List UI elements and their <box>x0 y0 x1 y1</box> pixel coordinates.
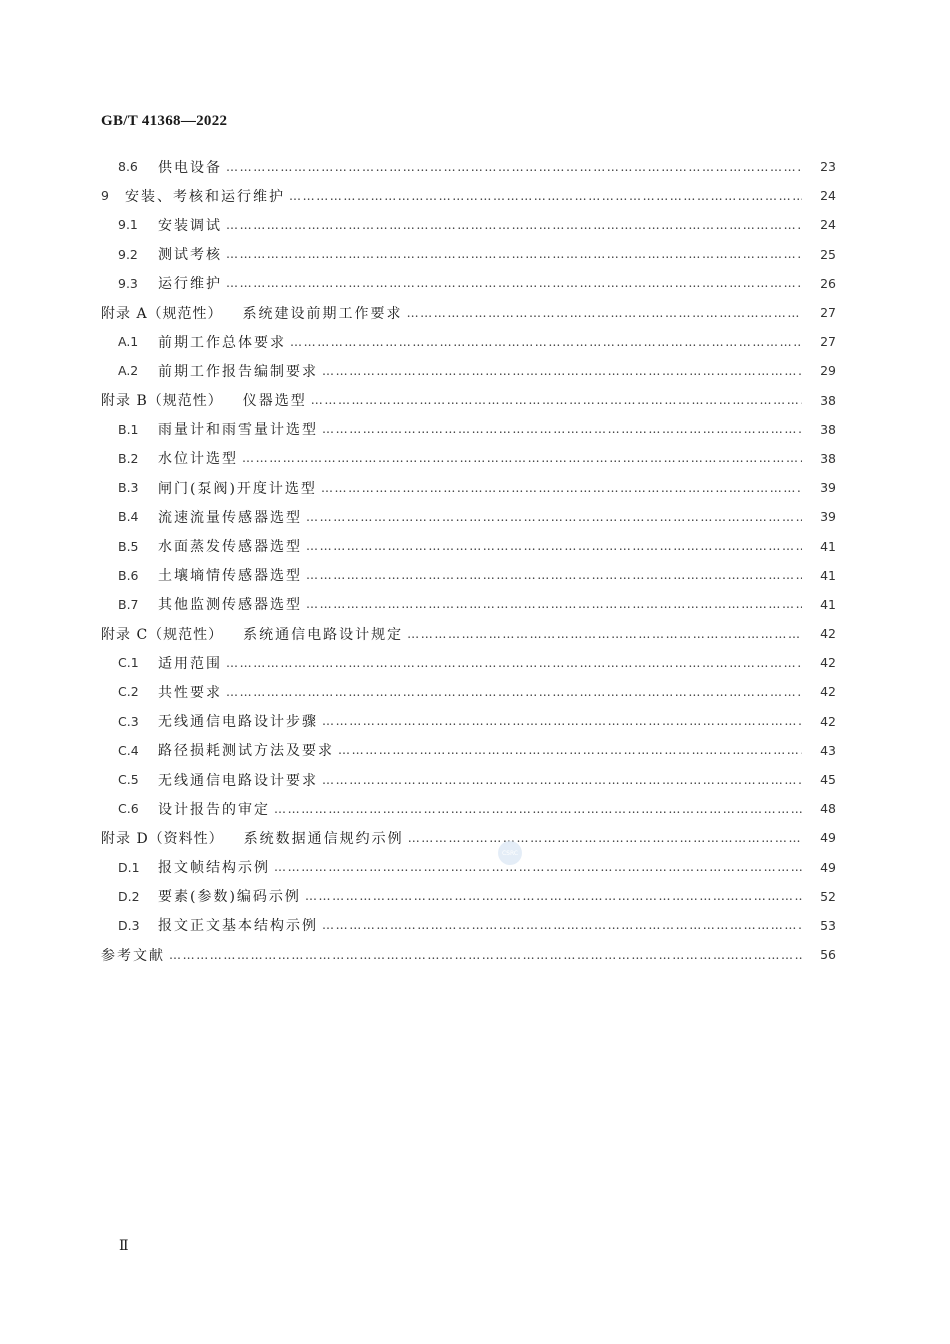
page-number: Ⅱ <box>119 1239 129 1254</box>
toc-entry-number: D.2 <box>118 888 140 904</box>
toc-entry-page: 38 <box>820 450 836 466</box>
toc-entry-number: 9.1 <box>118 217 138 233</box>
dot-leader <box>321 481 802 495</box>
dot-leader <box>306 539 802 553</box>
toc-entry-number: B.7 <box>118 596 139 612</box>
dot-leader <box>407 306 802 320</box>
toc-entry[interactable] <box>0 677 950 706</box>
toc-entry[interactable] <box>0 707 950 736</box>
dot-leader <box>311 393 802 407</box>
toc-entry[interactable] <box>0 794 950 823</box>
toc-entry-title: 前期工作总体要求 <box>158 334 286 351</box>
toc-entry[interactable] <box>0 473 950 502</box>
dot-leader <box>169 948 802 962</box>
toc-entry-page: 29 <box>820 363 836 379</box>
toc-entry[interactable] <box>0 911 950 940</box>
dot-leader <box>322 773 802 787</box>
toc-entry-number: 附录 B（规范性） <box>101 393 223 410</box>
dot-leader <box>226 247 802 261</box>
dot-leader <box>322 714 802 728</box>
toc-entry-number: 附录 C（规范性） <box>101 626 224 643</box>
toc-entry[interactable] <box>0 269 950 298</box>
toc-entry-page: 27 <box>820 334 836 350</box>
dot-leader <box>274 860 802 874</box>
toc-entry-number: C.5 <box>118 772 139 788</box>
toc-entry[interactable] <box>0 356 950 385</box>
toc-entry-page: 25 <box>820 246 836 262</box>
toc-entry-number: A.1 <box>118 334 139 350</box>
toc-entry-number: B.6 <box>118 567 139 583</box>
toc-entry[interactable] <box>0 940 950 969</box>
toc-entry-title: 无线通信电路设计要求 <box>158 772 318 789</box>
table-of-contents <box>0 152 950 969</box>
dot-leader <box>290 335 802 349</box>
toc-entry-page: 41 <box>820 596 836 612</box>
toc-entry-title: 供电设备 <box>158 159 222 176</box>
toc-entry-number: A.2 <box>118 363 139 379</box>
toc-entry[interactable] <box>0 882 950 911</box>
toc-entry-number: B.1 <box>118 421 139 437</box>
toc-entry-title: 报文帧结构示例 <box>158 860 270 877</box>
dot-leader <box>226 276 802 290</box>
dot-leader <box>408 831 802 845</box>
dot-leader <box>242 451 802 465</box>
toc-entry-number: 附录 D（资料性） <box>101 830 224 847</box>
toc-entry-page: 42 <box>820 684 836 700</box>
standard-code: GB/T 41368—2022 <box>101 113 228 129</box>
toc-entry-title: 路径损耗测试方法及要求 <box>158 743 334 760</box>
toc-entry[interactable] <box>0 736 950 765</box>
toc-entry-title: 要素(参数)编码示例 <box>158 889 301 906</box>
toc-entry-title: 土壤墒情传感器选型 <box>158 568 302 585</box>
toc-entry-title: 系统通信电路设计规定 <box>243 626 404 643</box>
toc-entry-page: 26 <box>820 275 836 291</box>
toc-entry-title: 闸门(泵阀)开度计选型 <box>158 480 317 497</box>
toc-entry-number: D.1 <box>118 859 140 875</box>
dot-leader <box>226 685 802 699</box>
dot-leader <box>274 802 802 816</box>
toc-entry[interactable] <box>0 853 950 882</box>
toc-entry-title: 系统建设前期工作要求 <box>242 305 403 322</box>
toc-entry[interactable] <box>0 648 950 677</box>
toc-entry-number: C.2 <box>118 684 139 700</box>
toc-entry[interactable] <box>0 240 950 269</box>
toc-entry[interactable] <box>0 590 950 619</box>
toc-entry-page: 38 <box>820 421 836 437</box>
toc-entry-number: B.5 <box>118 538 139 554</box>
toc-entry-page: 27 <box>820 305 836 321</box>
toc-entry-page: 49 <box>820 859 836 875</box>
toc-entry-title: 适用范围 <box>158 655 222 672</box>
toc-entry-title: 其他监测传感器选型 <box>158 597 302 614</box>
toc-entry-page: 48 <box>820 801 836 817</box>
toc-entry-title: 系统数据通信规约示例 <box>243 830 404 847</box>
toc-entry-page: 43 <box>820 742 836 758</box>
toc-entry[interactable] <box>0 531 950 560</box>
toc-entry[interactable] <box>0 415 950 444</box>
toc-entry-title: 运行维护 <box>158 276 222 293</box>
toc-entry-title: 安装调试 <box>158 217 222 234</box>
toc-entry-number: 9.3 <box>118 275 138 291</box>
toc-entry-number: B.3 <box>118 480 139 496</box>
toc-entry-page: 45 <box>820 772 836 788</box>
toc-entry-number: C.1 <box>118 655 139 671</box>
toc-entry-number: D.3 <box>118 917 140 933</box>
toc-entry-page: 41 <box>820 567 836 583</box>
toc-entry-number: 9 <box>101 188 109 204</box>
toc-entry[interactable] <box>0 181 950 210</box>
toc-entry-page: 42 <box>820 626 836 642</box>
toc-entry-title: 安装、考核和运行维护 <box>125 188 285 205</box>
toc-entry-page: 49 <box>820 830 836 846</box>
toc-entry-page: 39 <box>820 480 836 496</box>
toc-entry-title: 共性要求 <box>158 684 222 701</box>
toc-entry-title: 无线通信电路设计步骤 <box>158 714 318 731</box>
watermark-logo <box>498 841 522 865</box>
toc-entry-number: 附录 A（规范性） <box>101 305 223 322</box>
toc-entry[interactable] <box>0 444 950 473</box>
dot-leader <box>305 889 802 903</box>
dot-leader <box>306 510 802 524</box>
toc-entry-title: 水面蒸发传感器选型 <box>158 539 302 556</box>
toc-entry[interactable] <box>0 765 950 794</box>
toc-entry-page: 41 <box>820 538 836 554</box>
toc-entry-page: 39 <box>820 509 836 525</box>
toc-entry-page: 24 <box>820 217 836 233</box>
toc-entry[interactable] <box>0 561 950 590</box>
toc-entry-page: 52 <box>820 888 836 904</box>
toc-entry-number: 8.6 <box>118 159 138 175</box>
dot-leader <box>306 568 802 582</box>
watermark-text: CSRC <box>501 849 519 857</box>
toc-entry-page: 56 <box>820 947 836 963</box>
toc-entry-page: 53 <box>820 917 836 933</box>
toc-entry[interactable] <box>0 152 950 181</box>
toc-entry-title: 流速流量传感器选型 <box>158 509 302 526</box>
toc-entry-title: 参考文献 <box>101 947 165 964</box>
toc-entry-number: B.4 <box>118 509 139 525</box>
toc-entry-number: 9.2 <box>118 246 138 262</box>
toc-entry-page: 24 <box>820 188 836 204</box>
dot-leader <box>289 189 802 203</box>
toc-entry[interactable] <box>0 210 950 239</box>
toc-entry-number: C.4 <box>118 742 139 758</box>
toc-entry-title: 水位计选型 <box>158 451 238 468</box>
dot-leader <box>322 364 802 378</box>
toc-entry-title: 报文正文基本结构示例 <box>158 918 318 935</box>
toc-entry[interactable] <box>0 823 950 852</box>
toc-entry-title: 前期工作报告编制要求 <box>158 363 318 380</box>
toc-entry[interactable] <box>0 619 950 648</box>
toc-entry-number: C.6 <box>118 801 139 817</box>
dot-leader <box>338 743 802 757</box>
toc-entry-number: C.3 <box>118 713 139 729</box>
toc-entry[interactable] <box>0 386 950 415</box>
toc-entry-page: 38 <box>820 392 836 408</box>
dot-leader <box>306 597 802 611</box>
dot-leader <box>322 918 802 932</box>
toc-entry-page: 42 <box>820 713 836 729</box>
dot-leader <box>226 656 802 670</box>
toc-entry-title: 设计报告的审定 <box>158 801 270 818</box>
toc-entry-number: B.2 <box>118 450 139 466</box>
dot-leader <box>226 160 802 174</box>
dot-leader <box>407 627 802 641</box>
toc-entry-page: 42 <box>820 655 836 671</box>
toc-entry-title: 雨量计和雨雪量计选型 <box>158 422 318 439</box>
toc-entry[interactable] <box>0 298 950 327</box>
toc-entry-page: 23 <box>820 159 836 175</box>
toc-entry[interactable] <box>0 502 950 531</box>
toc-entry[interactable] <box>0 327 950 356</box>
dot-leader <box>226 218 802 232</box>
dot-leader <box>322 422 802 436</box>
toc-entry-title: 仪器选型 <box>242 393 307 410</box>
toc-entry-title: 测试考核 <box>158 247 222 264</box>
